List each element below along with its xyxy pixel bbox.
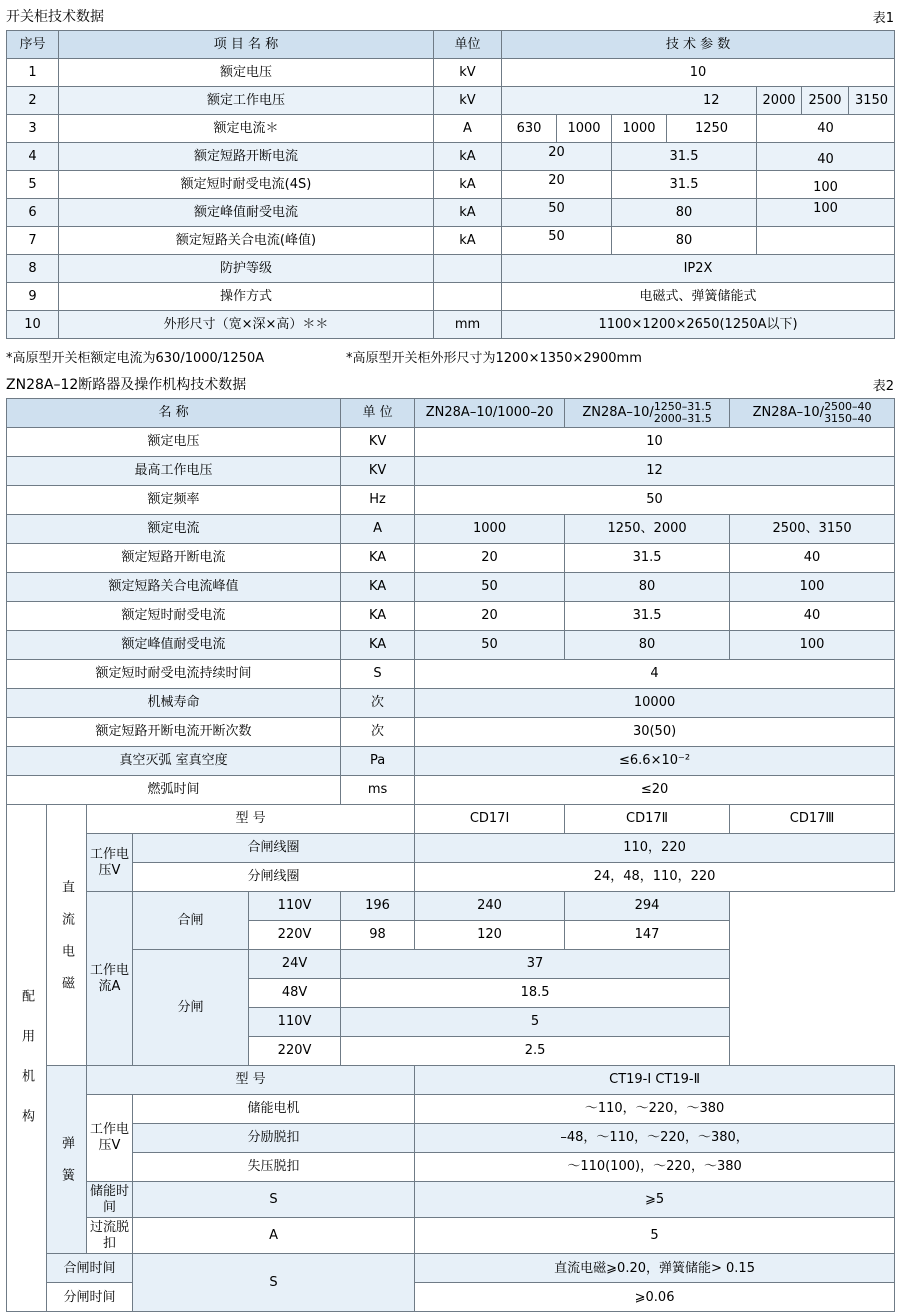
spring-row-value: –48，〜110，〜220，〜380， bbox=[415, 1124, 895, 1153]
row-unit: KA bbox=[341, 631, 415, 660]
spring-row-value: 〜110(100)，〜220，〜380 bbox=[415, 1153, 895, 1182]
row-name: 操作方式 bbox=[59, 283, 434, 311]
row-value: 31.5 bbox=[612, 171, 757, 199]
dc-open-coil-value: 24，48，110，220 bbox=[415, 863, 895, 892]
table-row bbox=[7, 805, 895, 834]
table-row bbox=[7, 171, 895, 199]
row-unit: kV bbox=[434, 59, 502, 87]
row-value: 12 bbox=[667, 87, 757, 115]
dc-open-voltage: 110V bbox=[249, 1008, 341, 1037]
row-no: 8 bbox=[7, 255, 59, 283]
row-value: 50 bbox=[502, 199, 612, 227]
col-header-params: 技 术 参 数 bbox=[502, 31, 895, 59]
row-name: 额定电压 bbox=[7, 428, 341, 457]
row-no: 2 bbox=[7, 87, 59, 115]
row-unit: mm bbox=[434, 311, 502, 339]
notes-row bbox=[0, 339, 900, 368]
row-value: 40 bbox=[757, 143, 895, 171]
row-value: 10000 bbox=[415, 689, 895, 718]
row-unit: 次 bbox=[341, 689, 415, 718]
row-unit: A bbox=[434, 115, 502, 143]
table-row bbox=[7, 59, 895, 87]
row-unit: Hz bbox=[341, 486, 415, 515]
row-value: ≤6.6×10⁻² bbox=[415, 747, 895, 776]
dc-open-value: 18.5 bbox=[341, 979, 730, 1008]
row-name: 真空灭弧 室真空度 bbox=[7, 747, 341, 776]
dc-close-voltage: 220V bbox=[249, 921, 341, 950]
table-row bbox=[7, 689, 895, 718]
row-value: 40 bbox=[730, 544, 895, 573]
dc-section-label: 直 流 电 磁 bbox=[47, 805, 87, 1066]
row-unit: KA bbox=[341, 544, 415, 573]
row-unit: KV bbox=[341, 457, 415, 486]
row-value: 20 bbox=[502, 171, 612, 199]
row-value: 100 bbox=[757, 171, 895, 199]
table-row bbox=[7, 718, 895, 747]
row-unit: KA bbox=[341, 573, 415, 602]
table-row bbox=[7, 863, 895, 892]
row-value: IP2X bbox=[502, 255, 895, 283]
dc-model-label: 型 号 bbox=[87, 805, 415, 834]
row-no: 10 bbox=[7, 311, 59, 339]
row-name: 额定峰值耐受电流 bbox=[7, 631, 341, 660]
row-value: 1100×1200×2650(1250A以下) bbox=[502, 311, 895, 339]
row-value: 80 bbox=[565, 573, 730, 602]
row-value: 80 bbox=[612, 199, 757, 227]
model2-sub: 1250–31.5 2000–31.5 bbox=[653, 400, 712, 425]
col-header-name: 名 称 bbox=[7, 399, 341, 428]
table1-caption-row bbox=[0, 0, 900, 30]
table-row bbox=[7, 515, 895, 544]
spring-energy-time-value: ⩾5 bbox=[415, 1182, 895, 1218]
row-name: 额定电流＊ bbox=[59, 115, 434, 143]
row-value: 20 bbox=[502, 143, 612, 171]
row-value: 电磁式、弹簧储能式 bbox=[502, 283, 895, 311]
row-name: 燃弧时间 bbox=[7, 776, 341, 805]
row-unit: KV bbox=[341, 428, 415, 457]
row-name: 防护等级 bbox=[59, 255, 434, 283]
col-header-model-1: ZN28A–10/1000–20 bbox=[415, 399, 565, 428]
table-row bbox=[7, 631, 895, 660]
dc-model-3: CD17Ⅲ bbox=[730, 805, 895, 834]
table-row bbox=[7, 1095, 895, 1124]
switchgear-technical-data-table bbox=[6, 30, 895, 339]
row-no: 6 bbox=[7, 199, 59, 227]
row-value: 100 bbox=[730, 573, 895, 602]
dc-close-value: 98 bbox=[341, 921, 415, 950]
dc-open-value: 5 bbox=[341, 1008, 730, 1037]
row-unit: KA bbox=[341, 602, 415, 631]
model3-main: ZN28A–10/ bbox=[752, 405, 825, 421]
row-name: 额定短时耐受电流 bbox=[7, 602, 341, 631]
table-row bbox=[7, 834, 895, 863]
row-unit bbox=[434, 255, 502, 283]
table-row bbox=[7, 1182, 895, 1218]
row-name: 额定短路开断电流 bbox=[7, 544, 341, 573]
spring-row-label: 分励脱扣 bbox=[133, 1124, 415, 1153]
dc-close-value: 147 bbox=[565, 921, 730, 950]
row-name: 额定短路关合电流(峰值) bbox=[59, 227, 434, 255]
close-time-label: 合闸时间 bbox=[47, 1254, 133, 1283]
row-no: 4 bbox=[7, 143, 59, 171]
dc-open-voltage: 220V bbox=[249, 1037, 341, 1066]
row-name: 额定短时耐受电流(4S) bbox=[59, 171, 434, 199]
row-name: 额定短路开断电流 bbox=[59, 143, 434, 171]
spring-model-value: CT19-Ⅰ CT19-Ⅱ bbox=[415, 1066, 895, 1095]
table1-number: 表1 bbox=[872, 11, 894, 26]
open-time-label: 分闸时间 bbox=[47, 1283, 133, 1312]
row-unit: A bbox=[341, 515, 415, 544]
row-unit: 次 bbox=[341, 718, 415, 747]
table-row bbox=[7, 573, 895, 602]
row-name: 外形尺寸（宽×深×高）＊＊ bbox=[59, 311, 434, 339]
table-row bbox=[7, 143, 895, 171]
dc-close-voltage: 110V bbox=[249, 892, 341, 921]
row-name: 额定短路关合电流峰值 bbox=[7, 573, 341, 602]
row-name: 额定电流 bbox=[7, 515, 341, 544]
row-no: 3 bbox=[7, 115, 59, 143]
row-value: ≤20 bbox=[415, 776, 895, 805]
spring-energy-time-label: 储能时间 bbox=[87, 1182, 133, 1218]
spring-overcurrent-value: 5 bbox=[415, 1218, 895, 1254]
open-time-value: ⩾0.06 bbox=[415, 1283, 895, 1312]
row-value: 31.5 bbox=[565, 544, 730, 573]
row-value: 20 bbox=[415, 544, 565, 573]
note-1: *高原型开关柜额定电流为630/1000/1250A bbox=[6, 351, 265, 366]
table-row bbox=[7, 115, 895, 143]
row-name: 额定短路开断电流开断次数 bbox=[7, 718, 341, 747]
spring-model-label: 型 号 bbox=[87, 1066, 415, 1095]
row-unit: kA bbox=[434, 143, 502, 171]
row-no: 9 bbox=[7, 283, 59, 311]
row-value: 10 bbox=[415, 428, 895, 457]
table2-header-row bbox=[7, 399, 895, 428]
table2-number: 表2 bbox=[872, 379, 894, 394]
row-value: 12 bbox=[415, 457, 895, 486]
dc-model-2: CD17Ⅱ bbox=[565, 805, 730, 834]
row-unit: Pa bbox=[341, 747, 415, 776]
table-row bbox=[7, 486, 895, 515]
dc-close-value: 294 bbox=[565, 892, 730, 921]
col-header-model-2 bbox=[565, 399, 730, 428]
row-value: 50 bbox=[415, 573, 565, 602]
close-time-value: 直流电磁⩾0.20，弹簧储能> 0.15 bbox=[415, 1254, 895, 1283]
row-value: 40 bbox=[757, 115, 895, 143]
dc-open-value: 2.5 bbox=[341, 1037, 730, 1066]
spring-overcurrent-unit: A bbox=[133, 1218, 415, 1254]
row-value: 50 bbox=[415, 486, 895, 515]
row-name: 机械寿命 bbox=[7, 689, 341, 718]
col-header-no: 序号 bbox=[7, 31, 59, 59]
row-unit: kA bbox=[434, 227, 502, 255]
row-name: 额定短时耐受电流持续时间 bbox=[7, 660, 341, 689]
row-value: 100 bbox=[757, 199, 895, 227]
row-value: 2500、3150 bbox=[730, 515, 895, 544]
dc-close-value: 240 bbox=[415, 892, 565, 921]
row-unit: ms bbox=[341, 776, 415, 805]
table2-title: ZN28A–12断路器及操作机构技术数据 bbox=[6, 377, 247, 393]
table-row bbox=[7, 1153, 895, 1182]
close-time-unit: S bbox=[133, 1254, 415, 1312]
col-header-unit: 单 位 bbox=[341, 399, 415, 428]
row-value: 630 bbox=[502, 115, 557, 143]
col-header-unit: 单位 bbox=[434, 31, 502, 59]
row-unit bbox=[434, 283, 502, 311]
spring-overcurrent-label: 过流脱扣 bbox=[87, 1218, 133, 1254]
table-row bbox=[7, 87, 895, 115]
table-row bbox=[7, 602, 895, 631]
table-row bbox=[7, 428, 895, 457]
col-header-model-3 bbox=[730, 399, 895, 428]
row-value: 4 bbox=[415, 660, 895, 689]
row-value: 20 bbox=[415, 602, 565, 631]
spring-row-value: 〜110，〜220，〜380 bbox=[415, 1095, 895, 1124]
row-value: 31.5 bbox=[565, 602, 730, 631]
row-value: 1000 bbox=[415, 515, 565, 544]
dc-open-coil-label: 分闸线圈 bbox=[133, 863, 415, 892]
table-row bbox=[7, 255, 895, 283]
row-unit: kV bbox=[434, 87, 502, 115]
dc-model-1: CD17Ⅰ bbox=[415, 805, 565, 834]
table-row bbox=[7, 227, 895, 255]
row-name: 额定电压 bbox=[59, 59, 434, 87]
dc-close-value: 196 bbox=[341, 892, 415, 921]
row-value: 1000 bbox=[557, 115, 612, 143]
row-unit: S bbox=[341, 660, 415, 689]
row-value: 80 bbox=[565, 631, 730, 660]
dc-close-label: 合闸 bbox=[133, 892, 249, 950]
table-row bbox=[7, 660, 895, 689]
table-header-row bbox=[7, 31, 895, 59]
row-value: 40 bbox=[730, 602, 895, 631]
row-value: 30(50) bbox=[415, 718, 895, 747]
row-value: 100 bbox=[730, 631, 895, 660]
dc-close-coil-value: 110，220 bbox=[415, 834, 895, 863]
row-value: 10 bbox=[502, 59, 895, 87]
table-row bbox=[7, 1066, 895, 1095]
dc-open-voltage: 48V bbox=[249, 979, 341, 1008]
spring-voltage-label: 工作电压V bbox=[87, 1095, 133, 1182]
row-name: 额定频率 bbox=[7, 486, 341, 515]
row-value: 50 bbox=[502, 227, 612, 255]
breaker-mechanism-technical-data-table bbox=[6, 398, 895, 1312]
spring-energy-time-unit: S bbox=[133, 1182, 415, 1218]
row-name: 额定峰值耐受电流 bbox=[59, 199, 434, 227]
dc-open-value: 37 bbox=[341, 950, 730, 979]
dc-open-voltage: 24V bbox=[249, 950, 341, 979]
table-row bbox=[7, 1218, 895, 1254]
table-row bbox=[7, 283, 895, 311]
row-value: 3150 bbox=[849, 87, 895, 115]
table-row bbox=[7, 1254, 895, 1283]
table-row bbox=[7, 747, 895, 776]
dc-current-label: 工作电流A bbox=[87, 892, 133, 1066]
row-value: 2000 bbox=[757, 87, 802, 115]
row-value: 1000 bbox=[612, 115, 667, 143]
table-row bbox=[7, 892, 895, 921]
row-unit: kA bbox=[434, 171, 502, 199]
mechanism-group-label: 配 用 机 构 bbox=[7, 805, 47, 1312]
row-no: 1 bbox=[7, 59, 59, 87]
spring-row-label: 储能电机 bbox=[133, 1095, 415, 1124]
table-row bbox=[7, 776, 895, 805]
row-no: 7 bbox=[7, 227, 59, 255]
dc-voltage-label: 工作电压V bbox=[87, 834, 133, 892]
row-value: 31.5 bbox=[612, 143, 757, 171]
table-row bbox=[7, 544, 895, 573]
row-value: 1250 bbox=[667, 115, 757, 143]
table-row bbox=[7, 457, 895, 486]
col-header-item: 项 目 名 称 bbox=[59, 31, 434, 59]
row-value: 1250、2000 bbox=[565, 515, 730, 544]
table1-title: 开关柜技术数据 bbox=[6, 9, 104, 25]
row-value: 50 bbox=[415, 631, 565, 660]
row-value: 80 bbox=[612, 227, 757, 255]
row-no: 5 bbox=[7, 171, 59, 199]
row-unit: kA bbox=[434, 199, 502, 227]
table2-caption-row bbox=[0, 368, 900, 398]
dc-open-label: 分闸 bbox=[133, 950, 249, 1066]
dc-close-coil-label: 合闸线圈 bbox=[133, 834, 415, 863]
note-2: *高原型开关柜外形尺寸为1200×1350×2900mm bbox=[346, 351, 642, 366]
row-name: 最高工作电压 bbox=[7, 457, 341, 486]
table-row bbox=[7, 950, 895, 979]
model3-sub: 2500–40 3150–40 bbox=[824, 400, 872, 425]
table-row bbox=[7, 1124, 895, 1153]
table-row bbox=[7, 311, 895, 339]
spring-section-label: 弹 簧 bbox=[47, 1066, 87, 1254]
spring-row-label: 失压脱扣 bbox=[133, 1153, 415, 1182]
model2-main: ZN28A–10/ bbox=[582, 405, 654, 421]
row-name: 额定工作电压 bbox=[59, 87, 434, 115]
table-row bbox=[7, 199, 895, 227]
row-value: 2500 bbox=[802, 87, 849, 115]
dc-close-value: 120 bbox=[415, 921, 565, 950]
